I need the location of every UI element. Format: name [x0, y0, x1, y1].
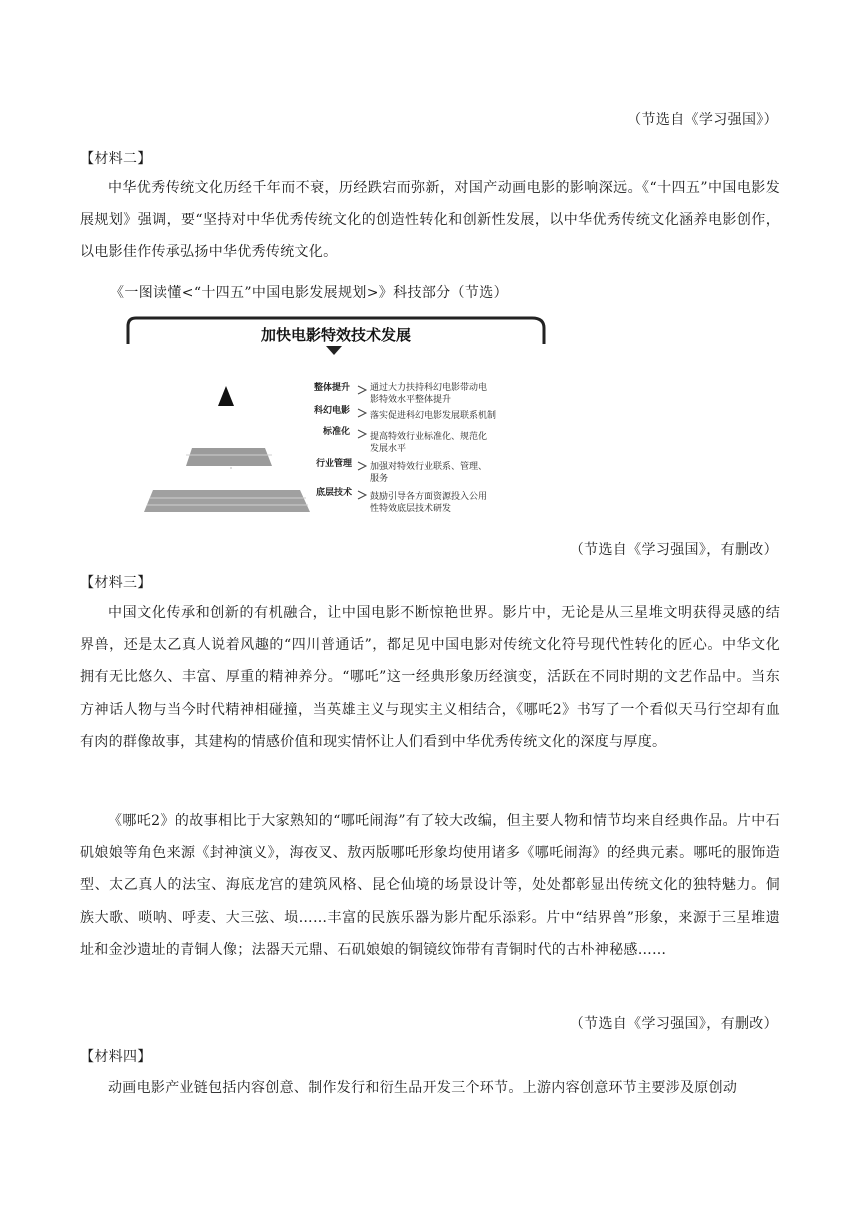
- infographic-title: 加快电影特效技术发展: [260, 326, 412, 344]
- item-text-overall-1: 通过大力扶持科幻电影带动电: [370, 383, 488, 393]
- material-2-paragraph: 中华优秀传统文化历经千年而不衰，历经跌宕而弥新，对国产动画电影的影响深远。《“十四五”中国电影发展规划》强调，要“坚持对中华优秀传统文化的创造性转化和创新性发展，以中华优秀传统文化涵养电影创作，以电影佳作传承弘扬中华优秀传统文化。: [80, 180, 780, 261]
- item-label-scifi: 科幻电影: [314, 406, 351, 416]
- item-text-management-1: 加强对特效行业联系、管理、: [370, 462, 488, 472]
- item-text-standard-1: 提高特效行业标准化、规范化: [370, 432, 488, 442]
- material-4-heading: 【材料四】: [80, 1049, 152, 1065]
- source-note-3: （节选自《学习强国》，有删改）: [569, 1016, 778, 1032]
- material-3-heading: 【材料三】: [80, 575, 152, 591]
- item-text-overall-2: 影特效水平整体提升: [370, 395, 452, 405]
- item-label-overall: 整体提升: [314, 383, 351, 393]
- plan-infographic: [120, 312, 548, 522]
- item-label-management: 行业管理: [316, 459, 353, 469]
- material-2-heading: 【材料二】: [80, 151, 152, 167]
- figure-caption: 《一图读懂<“十四五”中国电影发展规划>》科技部分（节选）: [110, 285, 508, 301]
- item-text-standard-2: 发展水平: [370, 444, 407, 454]
- material-4-paragraph: 动画电影产业链包括内容创意、制作发行和衍生品开发三个环节。上游内容创意环节主要涉及原创动: [108, 1080, 738, 1096]
- item-text-tech-2: 性特效底层技术研发: [370, 504, 452, 514]
- material-3-paragraph-2: 《哪吒2》的故事相比于大家熟知的“哪吒闹海”有了较大改编，但主要人物和情节均来自经典作品。片中石矶娘娘等角色来源《封神演义》，海夜叉、敖丙版哪吒形象均使用诸多《哪吒闹海》的经典元素。哪吒的服饰造型、太乙真人的法宝、海底龙宫的建筑风格、昆仑仙境的场景设计等，处处都彰显出传统文化的独特魅力。侗族大歌、唢呐、呼麦、大三弦、埙……丰富的民族乐器为影片配乐添彩。片中“结界兽”形象，来源于三星堆遗址和金沙遗址的青铜人像；法器天元鼎、石矶娘娘的铜镜纹饰带有青铜时代的古朴神秘感……: [80, 813, 780, 958]
- item-label-standard: 标准化: [323, 427, 351, 437]
- item-text-scifi-1: 落实促进科幻电影发展联系机制: [370, 411, 497, 421]
- item-text-management-2: 服务: [370, 474, 389, 484]
- material-3-paragraph-1: 中国文化传承和创新的有机融合，让中国电影不断惊艳世界。影片中，无论是从三星堆文明获得灵感的结界兽，还是太乙真人说着风趣的“四川普通话”，都足见中国电影对传统文化符号现代性转化的匠心。中华文化拥有无比悠久、丰富、厚重的精神养分。“哪吒”这一经典形象历经演变，活跃在不同时期的文艺作品中。当东方神话人物与当今时代精神相碰撞，当英雄主义与现实主义相结合，《哪吒2》书写了一个看似天马行空却有血有肉的群像故事，其建构的情感价值和现实情怀让人们看到中华优秀传统文化的深度与厚度。: [80, 605, 780, 750]
- item-label-tech: 底层技术: [316, 488, 353, 498]
- source-note-1: （节选自《学习强国》）: [627, 112, 778, 128]
- source-note-2: （节选自《学习强国》，有删改）: [569, 542, 778, 558]
- item-text-tech-1: 鼓励引导各方面资源投入公用: [370, 492, 488, 502]
